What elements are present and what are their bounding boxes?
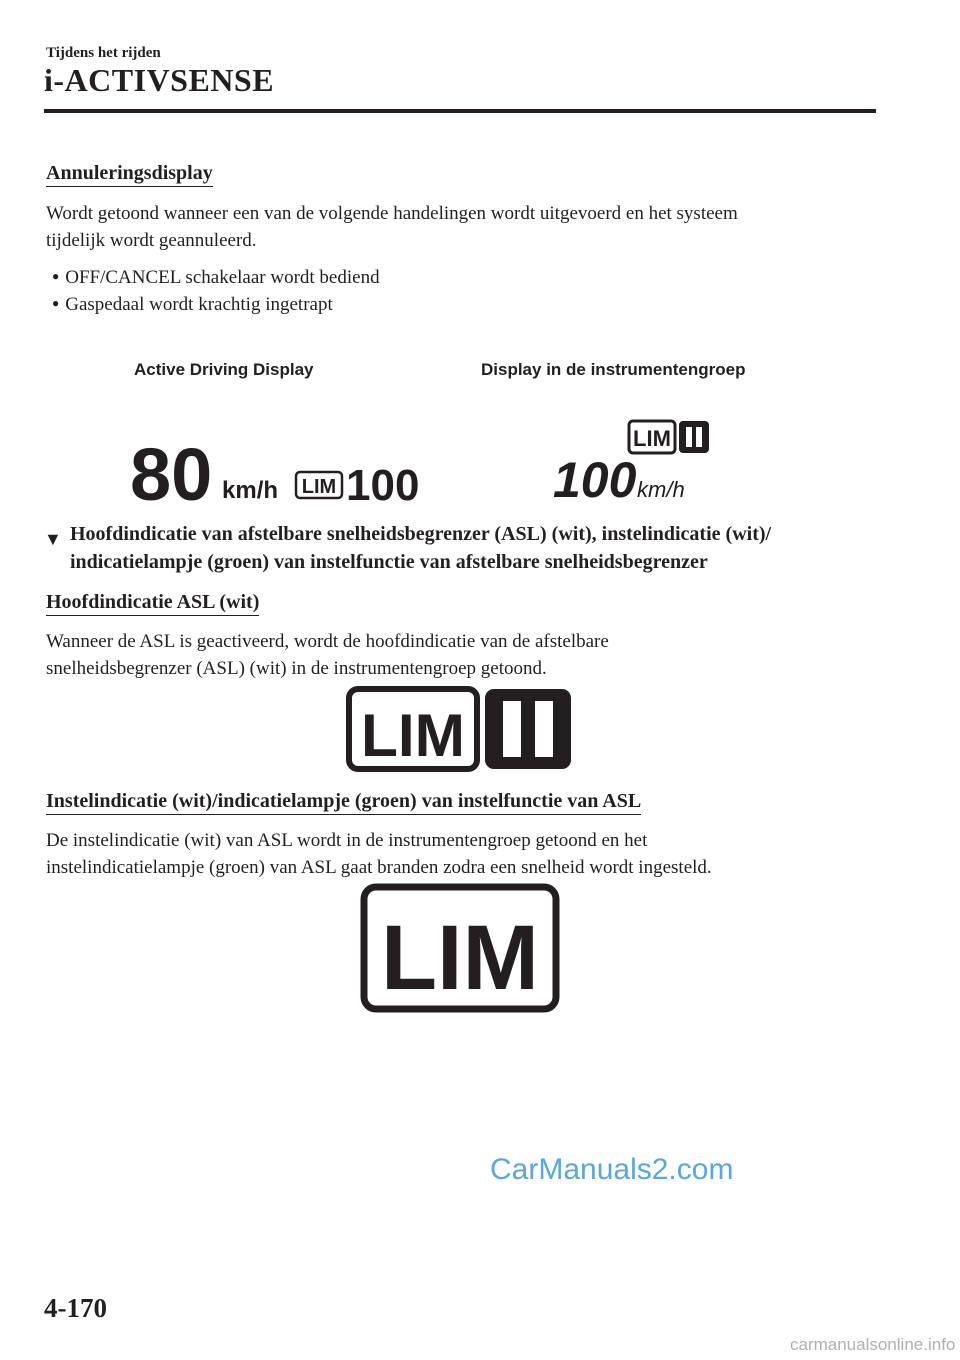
page-number: 4-170 bbox=[44, 1293, 107, 1323]
bullet-dot-icon: ● bbox=[52, 269, 60, 283]
footer-url: carmanualsonline.info bbox=[790, 1335, 956, 1354]
bullet-item-2 bbox=[52, 291, 333, 320]
cluster-lim-icon-text: LIM bbox=[633, 426, 671, 451]
header-divider bbox=[44, 109, 876, 113]
annulering-body-line-2: tijdelijk wordt geannuleerd. bbox=[46, 230, 257, 251]
instelindicatie-body bbox=[46, 827, 906, 881]
chapter-title: i-ACTIVSENSE bbox=[44, 62, 275, 98]
instrument-cluster-figure bbox=[545, 415, 715, 510]
annulering-body-line-1: Wordt getoond wanneer een van de volgende handelingen wordt uitgevoerd en het systeem bbox=[46, 203, 738, 224]
annulering-heading: Annuleringsdisplay bbox=[46, 161, 213, 187]
hoofdindicatie-heading: Hoofdindicatie ASL (wit) bbox=[46, 590, 259, 616]
watermark: CarManuals2.com bbox=[490, 1153, 734, 1186]
bullet-item-1 bbox=[52, 264, 380, 293]
cluster-speed-value: 100 bbox=[553, 452, 637, 508]
asl-pause-bar-right bbox=[535, 701, 553, 757]
instelindicatie-heading: Instelindicatie (wit)/indicatielampje (groen) van instelfunctie van ASL bbox=[46, 789, 641, 815]
cluster-pause-bar-left bbox=[686, 427, 692, 447]
adp-speed-unit: km/h bbox=[222, 477, 279, 504]
adp-speed-value: 80 bbox=[130, 433, 213, 510]
cluster-pause-icon bbox=[679, 421, 709, 453]
figure-caption-line-1: Hoofdindicatie van afstelbare snelheidsbegrenzer (ASL) (wit), instelindicatie (wit)/ bbox=[70, 523, 772, 545]
figure-caption-line-2: indicatielampje (groen) van instelfunctie van afstelbare snelheidsbegrenzer bbox=[70, 551, 708, 573]
asl-set-indicator-figure bbox=[360, 883, 560, 1013]
asl-pause-icon bbox=[485, 689, 571, 769]
instelindicatie-body-line-2: instelindicatielampje (groen) van ASL gaat branden zodra een snelheid wordt ingesteld. bbox=[46, 857, 712, 878]
adp-lim-icon-text: LIM bbox=[301, 476, 337, 498]
hoofdindicatie-body-line-1: Wanneer de ASL is geactiveerd, wordt de hoofdindicatie van de afstelbare bbox=[46, 631, 609, 652]
cluster-speed-unit: km/h bbox=[637, 477, 685, 502]
hoofdindicatie-body-line-2: snelheidsbegrenzer (ASL) (wit) in de instrumentengroep getoond. bbox=[46, 658, 547, 679]
asl-main-indicator-figure bbox=[345, 685, 575, 773]
adp-limit-value: 100 bbox=[346, 461, 420, 510]
asl-pause-bar-left bbox=[503, 701, 521, 757]
bullet-text-2: Gaspedaal wordt krachtig ingetrapt bbox=[65, 294, 333, 315]
hoofdindicatie-body bbox=[46, 628, 906, 682]
asl-set-lim-icon-text: LIM bbox=[381, 907, 539, 1009]
asl-lim-icon-text: LIM bbox=[361, 702, 465, 769]
annulering-body bbox=[46, 200, 906, 254]
active-driving-display-figure bbox=[120, 420, 440, 510]
figure-caption bbox=[70, 520, 890, 576]
cluster-pause-bar-right bbox=[696, 427, 702, 447]
bullet-text-1: OFF/CANCEL schakelaar wordt bediend bbox=[65, 267, 380, 288]
caption-arrow-icon: ▼ bbox=[44, 529, 62, 549]
bullet-dot-icon: ● bbox=[52, 296, 60, 310]
figure-label-active-driving-display: Active Driving Display bbox=[134, 360, 314, 379]
figure-label-instrument-cluster: Display in de instrumentengroep bbox=[481, 360, 746, 379]
section-label: Tijdens het rijden bbox=[46, 45, 161, 61]
instelindicatie-body-line-1: De instelindicatie (wit) van ASL wordt in de instrumentengroep getoond en het bbox=[46, 830, 648, 851]
